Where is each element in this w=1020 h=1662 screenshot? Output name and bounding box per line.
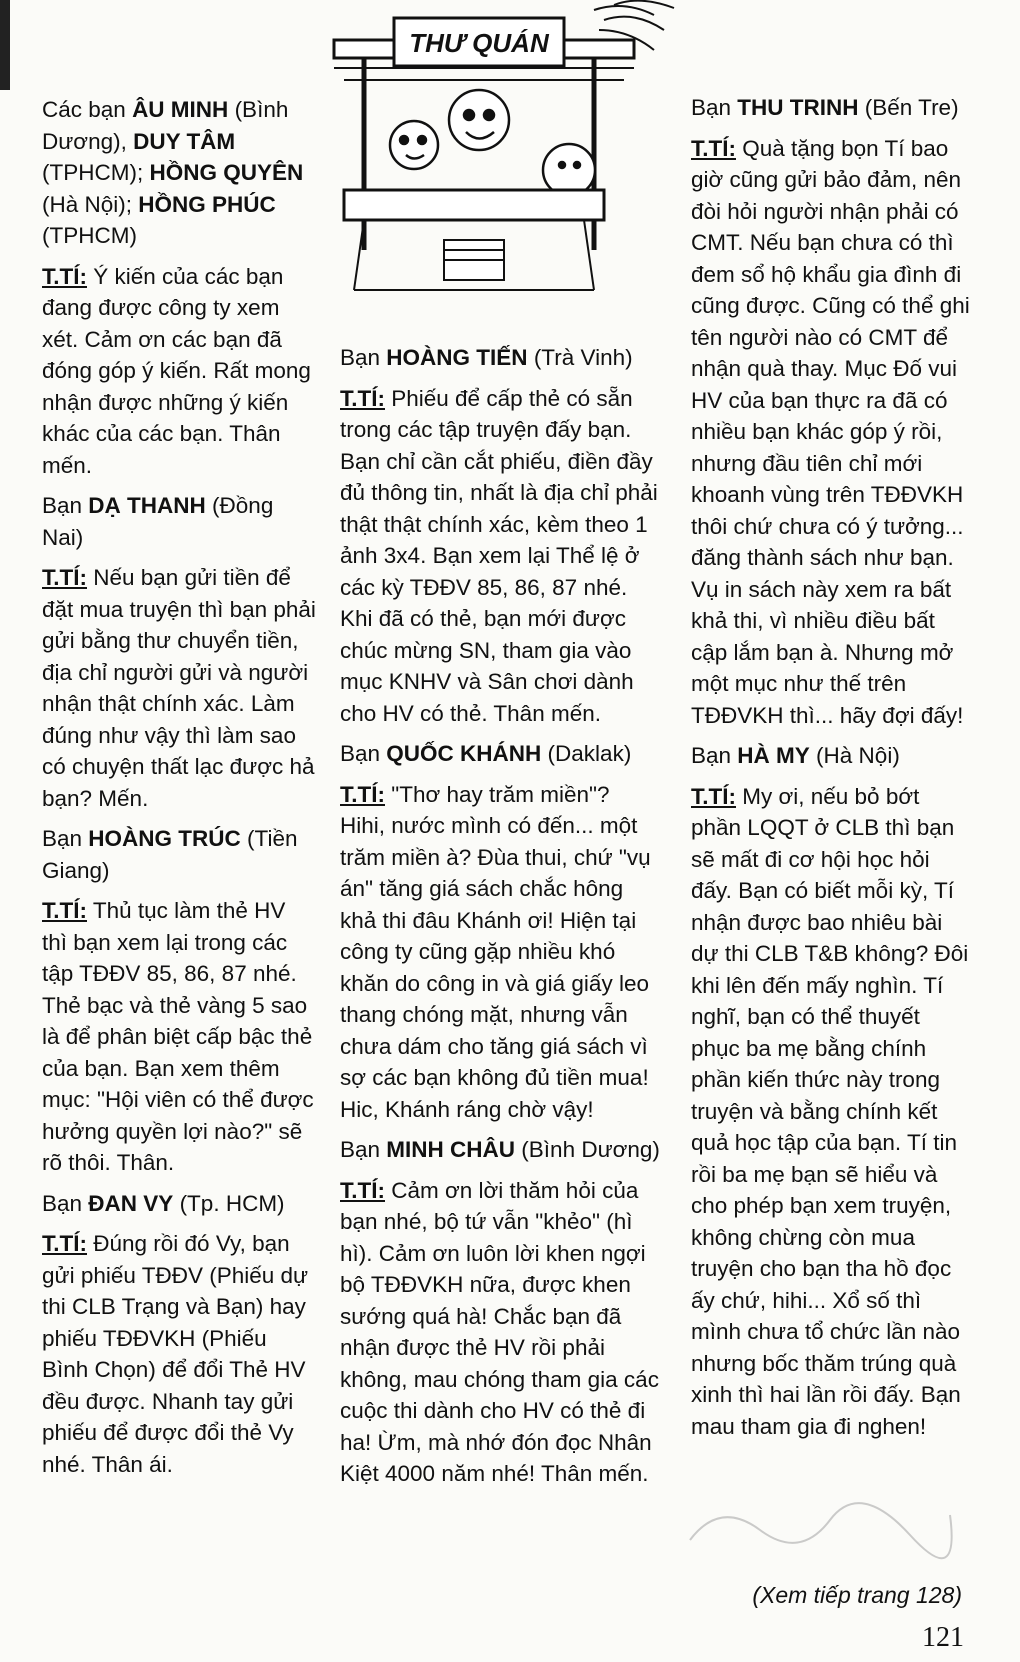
reader-name: Bạn QUỐC KHÁNH (Daklak)	[340, 741, 632, 766]
reply: T.TÍ: Quà tặng bọn Tí bao giờ cũng gửi bảo đảm, nên đòi hỏi người nhận phải có CMT. Nếu bạn chưa có thì đem sổ hộ khẩu gia đình đi cũng được. Cũng có thể ghi tên người nào có CMT để nhận quà thay. Mục Đố vui HV của bạn thực ra đã có nhiều bạn khác góp ý rồi, nhưng đầu tiên chỉ mới khoanh vùng trên TĐĐVKH thôi chứ chưa có ý tưởng... đăng thành sách như bạn. Vụ in sách này xem ra bất khả thi, vì nhiều điều bất cập lắm bạn à. Nhưng mở một mục như thế trên TĐĐVKH thì... hãy đợi đấy!	[691, 135, 970, 728]
reader-name: Bạn MINH CHÂU (Bình Dương)	[340, 1137, 660, 1162]
reply: T.TÍ: Đúng rồi đó Vy, bạn gửi phiếu TĐĐV (Phiếu dự thi CLB Trạng và Bạn) hay phiếu TĐĐVKH (Phiếu Bình Chọn) để đổi Thẻ HV đều được. Nhanh tay gửi phiếu để được đổi thẻ Vy nhé. Thân ái.	[42, 1231, 309, 1477]
watermark-graphic	[680, 1490, 960, 1560]
sign-text: THƯ QUÁN	[409, 28, 549, 58]
reader-name: Bạn ĐAN VY (Tp. HCM)	[42, 1190, 285, 1216]
reply: T.TÍ: Thủ tục làm thẻ HV thì bạn xem lại trong các tập TĐĐV 85, 86, 87 nhé. Thẻ bạc và thẻ vàng 5 sao là để phân biệt cấp bậc thẻ của bạn. Bạn xem thêm mục: "Hội viên có thể được hưởng quyền lợi nào?" sẽ rõ thôi. Thân.	[42, 898, 314, 1175]
reader-name: Bạn HÀ MY (Hà Nội)	[691, 743, 900, 768]
column-middle	[340, 342, 660, 1499]
page-number: 121	[922, 1622, 964, 1653]
reader-name: Bạn THU TRINH (Bến Tre)	[691, 95, 959, 120]
reply: T.TÍ: Nếu bạn gửi tiền để đặt mua truyện thì bạn phải gửi bằng thư chuyển tiền, địa chỉ người gửi và người nhận thật chính xác. Làm đúng như vậy thì làm sao có chuyện thất lạc được hả bạn? Mến.	[42, 565, 316, 811]
column-left	[42, 94, 316, 1489]
reply: T.TÍ: "Thơ hay trăm miền"? Hihi, nước mình có đến... một trăm miền à? Đùa thui, chứ "vụ án" tăng giá sách chắc hông khả thi đâu Khánh ơi! Hiện tại công ty cũng gặp nhiều khó khăn do công in và giá giấy leo thang chóng mặt, nhưng vẫn chưa dám cho tăng giá sách vì sợ các bạn không đủ tiền mua! Hic, Khánh ráng chờ vậy!	[340, 781, 651, 1122]
reply: T.TÍ: Ý kiến của các bạn đang được công ty xem xét. Cảm ơn các bạn đã đóng góp ý kiến. Rất mong nhận được những ý kiến khác của các bạn. Thân mến.	[42, 263, 311, 478]
reply: T.TÍ: My ơi, nếu bỏ bớt phần LQQT ở CLB thì bạn sẽ mất đi cơ hội học hỏi đấy. Bạn có biết mỗi kỳ, Tí nhận được bao nhiêu bài dự thi CLB T&B không? Đôi khi lên đến mấy nghìn. Tí nghĩ, bạn có thể thuyết phục ba mẹ bằng chính phần kiến thức này trong truyện và bằng chính kết quả học tập của bạn. Tí tin rồi ba mẹ bạn sẽ hiểu và cho phép bạn xem truyện, không chừng còn mua truyện cho bạn tha hồ đọc ấy chứ, hihi... Xổ số thì mình chưa tổ chức lần nào nhưng bốc thăm trúng quà xinh thì hai lần rồi đấy. Bạn mau tham gia đi nghen!	[691, 783, 969, 1439]
counter	[344, 190, 604, 220]
reader-names: Các bạn ÂU MINH (Bình Dương), DUY TÂM (TPHCM); HỒNG QUYÊN (Hà Nội); HỒNG PHÚC (TPHCM)	[42, 97, 304, 248]
reader-name: Bạn HOÀNG TIẾN (Trà Vinh)	[340, 345, 633, 370]
reply: T.TÍ: Phiếu để cấp thẻ có sẵn trong các tập truyện đấy bạn. Bạn chỉ cần cắt phiếu, điền đầy đủ thông tin, nhất là địa chỉ phải thật thật chính xác, kèm theo 1 ảnh 3x4. Bạn xem lại Thể lệ ở các kỳ TĐĐV 85, 86, 87 nhé. Khi đã có thẻ, bạn mới được chúc mừng SN, tham gia vào mục KNHV và Sân chơi dành cho HV có thẻ. Thân mến.	[340, 385, 658, 726]
characters	[390, 90, 595, 196]
continued-note: (Xem tiếp trang 128)	[752, 1582, 962, 1608]
page-edge-mark	[0, 0, 10, 90]
column-right	[691, 92, 971, 1451]
thu-quan-illustration	[294, 0, 698, 330]
reply: T.TÍ: Cảm ơn lời thăm hỏi của bạn nhé, bộ tứ vẫn "khẻo" (hì hì). Cảm ơn luôn lời khen ngợi bộ TĐĐVKH nữa, được khen sướng quá hà! Chắc bạn đã nhận được thẻ HV rồi phải không, mau chóng tham gia các cuộc thi dành cho HV có thẻ đi ha! Ừm, mà nhớ đón đọc Nhân Kiệt 4000 năm nhé! Thân mến.	[340, 1177, 659, 1486]
reader-name: Bạn DẠ THANH (Đồng Nai)	[42, 493, 274, 550]
reader-name: Bạn HOÀNG TRÚC (Tiền Giang)	[42, 826, 298, 883]
